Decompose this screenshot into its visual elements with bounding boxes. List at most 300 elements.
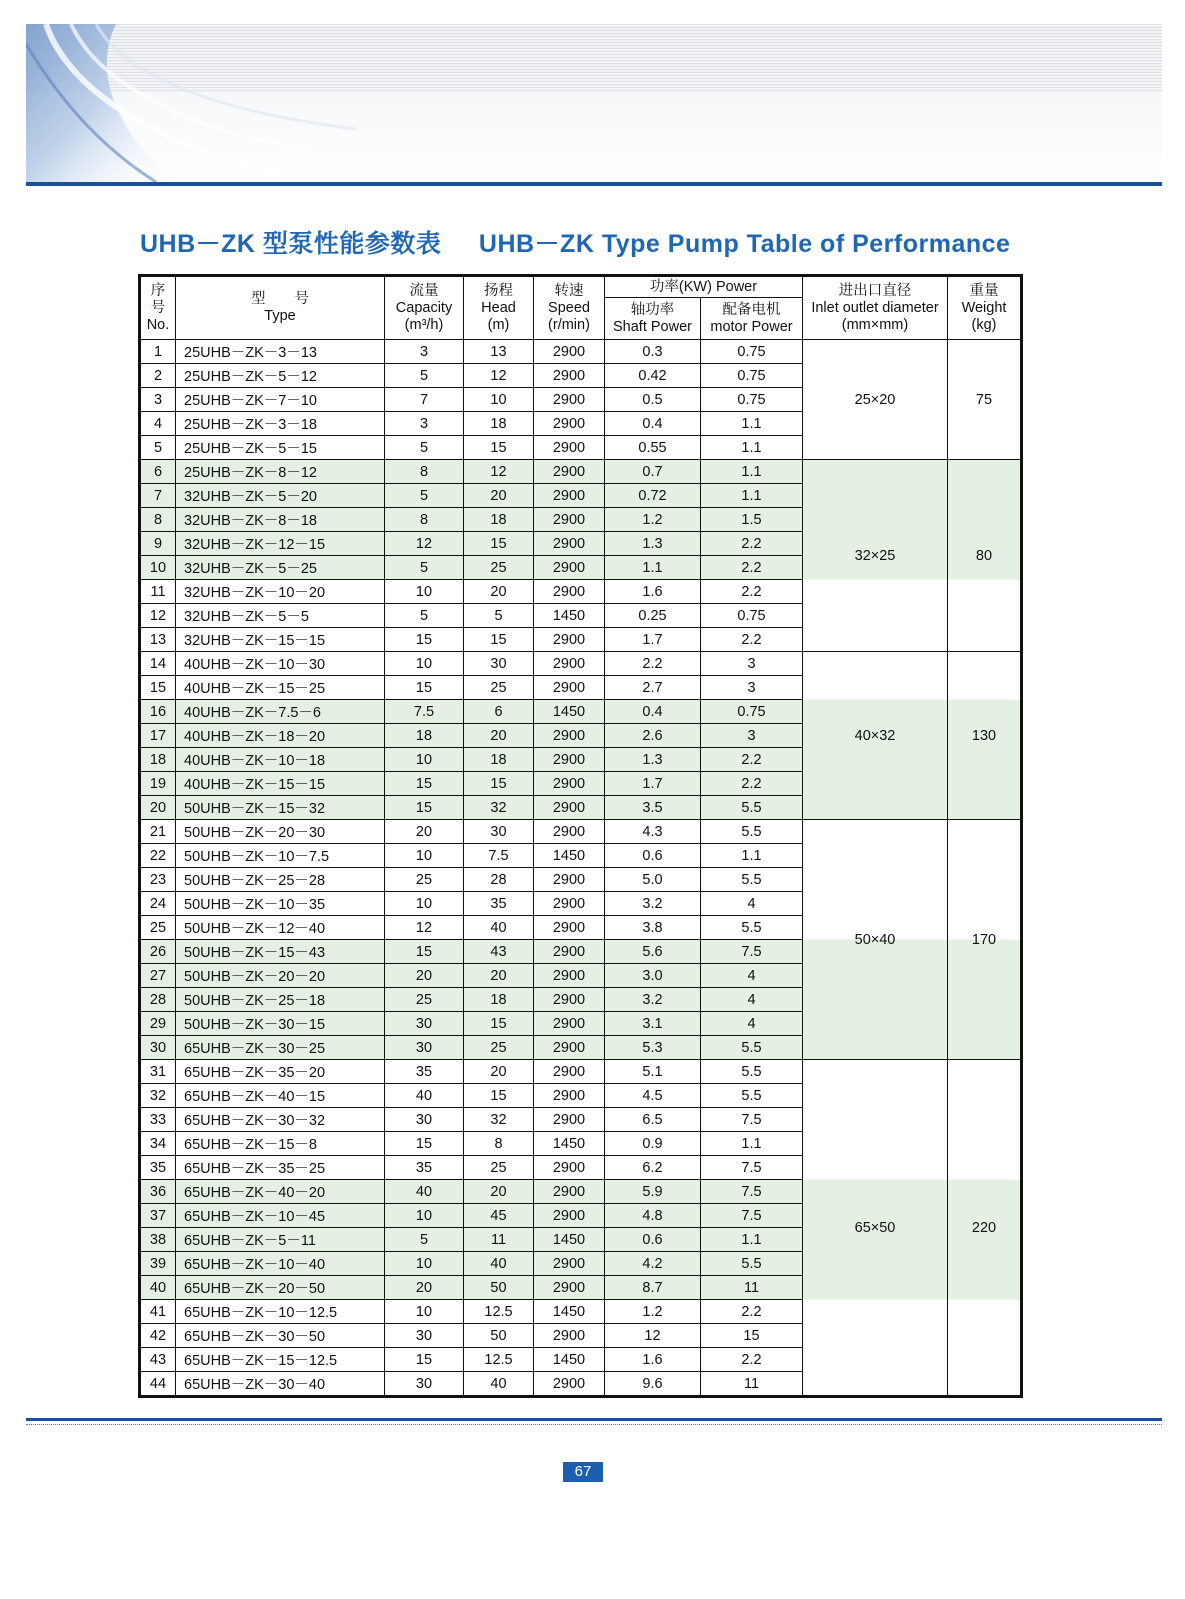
cell-head: 8 <box>464 1132 534 1156</box>
cell-type: 40UHB－ZK－18－20 <box>176 724 385 748</box>
cell-type: 40UHB－ZK－10－30 <box>176 652 385 676</box>
cell-head: 10 <box>464 388 534 412</box>
cell-head: 40 <box>464 1252 534 1276</box>
cell-speed: 2900 <box>534 1180 605 1204</box>
cell-motor-power: 3 <box>701 724 803 748</box>
cell-capacity: 10 <box>385 652 464 676</box>
cell-capacity: 5 <box>385 556 464 580</box>
cell-speed: 2900 <box>534 580 605 604</box>
cell-diameter-group <box>803 820 948 1060</box>
cell-head: 15 <box>464 1012 534 1036</box>
cell-type: 65UHB－ZK－30－40 <box>176 1372 385 1397</box>
footer-dotted-rule <box>26 1424 1162 1425</box>
cell-head: 25 <box>464 1036 534 1060</box>
cell-motor-power: 7.5 <box>701 1180 803 1204</box>
cell-capacity: 25 <box>385 868 464 892</box>
cell-speed: 2900 <box>534 724 605 748</box>
cell-no: 17 <box>140 724 176 748</box>
cell-type: 50UHB－ZK－25－18 <box>176 988 385 1012</box>
cell-capacity: 10 <box>385 748 464 772</box>
cell-type: 65UHB－ZK－15－12.5 <box>176 1348 385 1372</box>
cell-capacity: 20 <box>385 1276 464 1300</box>
cell-head: 18 <box>464 412 534 436</box>
cell-type: 50UHB－ZK－25－28 <box>176 868 385 892</box>
cell-capacity: 8 <box>385 460 464 484</box>
cell-no: 3 <box>140 388 176 412</box>
cell-no: 32 <box>140 1084 176 1108</box>
cell-shaft-power: 0.7 <box>605 460 701 484</box>
cell-motor-power: 5.5 <box>701 1036 803 1060</box>
table-row <box>140 1060 1022 1084</box>
cell-type: 25UHB－ZK－8－12 <box>176 460 385 484</box>
title-en: UHB－ZK Type Pump Table of Performance <box>478 230 1011 258</box>
cell-motor-power: 5.5 <box>701 1084 803 1108</box>
cell-shaft-power: 1.7 <box>605 628 701 652</box>
cell-head: 28 <box>464 868 534 892</box>
page-title <box>140 224 1040 260</box>
cell-type: 65UHB－ZK－10－45 <box>176 1204 385 1228</box>
cell-shaft-power: 3.2 <box>605 988 701 1012</box>
cell-speed: 2900 <box>534 364 605 388</box>
cell-type: 65UHB－ZK－5－11 <box>176 1228 385 1252</box>
cell-head: 15 <box>464 772 534 796</box>
cell-no: 25 <box>140 916 176 940</box>
cell-shaft-power: 1.1 <box>605 556 701 580</box>
diameter-value: 32×25 <box>854 547 896 564</box>
cell-capacity: 3 <box>385 340 464 364</box>
cell-head: 32 <box>464 796 534 820</box>
cell-no: 8 <box>140 508 176 532</box>
cell-type: 32UHB－ZK－15－15 <box>176 628 385 652</box>
cell-head: 15 <box>464 628 534 652</box>
cell-speed: 2900 <box>534 652 605 676</box>
cell-diameter-group <box>803 1060 948 1397</box>
cell-shaft-power: 1.3 <box>605 532 701 556</box>
cell-motor-power: 1.1 <box>701 484 803 508</box>
cell-motor-power: 0.75 <box>701 340 803 364</box>
cell-speed: 1450 <box>534 1348 605 1372</box>
cell-head: 40 <box>464 916 534 940</box>
weight-value: 75 <box>975 391 993 408</box>
cell-motor-power: 1.1 <box>701 1132 803 1156</box>
weight-value: 130 <box>971 727 997 744</box>
cell-no: 2 <box>140 364 176 388</box>
cell-shaft-power: 3.0 <box>605 964 701 988</box>
cell-head: 25 <box>464 1156 534 1180</box>
cell-no: 35 <box>140 1156 176 1180</box>
cell-shaft-power: 1.6 <box>605 1348 701 1372</box>
cell-speed: 2900 <box>534 748 605 772</box>
cell-type: 40UHB－ZK－15－25 <box>176 676 385 700</box>
cell-speed: 2900 <box>534 508 605 532</box>
cell-shaft-power: 0.5 <box>605 388 701 412</box>
cell-head: 30 <box>464 820 534 844</box>
cell-shaft-power: 5.9 <box>605 1180 701 1204</box>
cell-type: 25UHB－ZK－3－13 <box>176 340 385 364</box>
cell-no: 9 <box>140 532 176 556</box>
cell-capacity: 30 <box>385 1012 464 1036</box>
cell-weight-group <box>948 820 1022 1060</box>
table-row <box>140 820 1022 844</box>
cell-type: 50UHB－ZK－10－7.5 <box>176 844 385 868</box>
cell-speed: 2900 <box>534 1108 605 1132</box>
cell-head: 15 <box>464 1084 534 1108</box>
cell-capacity: 15 <box>385 772 464 796</box>
cell-motor-power: 3 <box>701 652 803 676</box>
cell-motor-power: 5.5 <box>701 868 803 892</box>
cell-capacity: 8 <box>385 508 464 532</box>
cell-motor-power: 2.2 <box>701 532 803 556</box>
cell-head: 20 <box>464 724 534 748</box>
cell-head: 20 <box>464 484 534 508</box>
cell-speed: 1450 <box>534 844 605 868</box>
cell-capacity: 5 <box>385 484 464 508</box>
cell-head: 12.5 <box>464 1300 534 1324</box>
cell-shaft-power: 4.5 <box>605 1084 701 1108</box>
cell-type: 65UHB－ZK－20－50 <box>176 1276 385 1300</box>
cell-shaft-power: 0.55 <box>605 436 701 460</box>
cell-no: 14 <box>140 652 176 676</box>
table-body <box>140 340 1022 1397</box>
header-speed: 转速 Speed (r/min) <box>534 276 605 340</box>
cell-type: 65UHB－ZK－35－20 <box>176 1060 385 1084</box>
cell-speed: 2900 <box>534 556 605 580</box>
cell-speed: 2900 <box>534 940 605 964</box>
cell-head: 15 <box>464 436 534 460</box>
cell-motor-power: 15 <box>701 1324 803 1348</box>
cell-shaft-power: 0.72 <box>605 484 701 508</box>
cell-no: 12 <box>140 604 176 628</box>
cell-motor-power: 0.75 <box>701 604 803 628</box>
cell-capacity: 40 <box>385 1180 464 1204</box>
cell-shaft-power: 3.1 <box>605 1012 701 1036</box>
cell-head: 32 <box>464 1108 534 1132</box>
cell-type: 50UHB－ZK－15－32 <box>176 796 385 820</box>
cell-capacity: 35 <box>385 1156 464 1180</box>
cell-no: 7 <box>140 484 176 508</box>
cell-head: 20 <box>464 1180 534 1204</box>
cell-shaft-power: 4.2 <box>605 1252 701 1276</box>
cell-speed: 2900 <box>534 1276 605 1300</box>
cell-shaft-power: 2.2 <box>605 652 701 676</box>
weight-value: 220 <box>971 1219 997 1236</box>
cell-motor-power: 1.1 <box>701 1228 803 1252</box>
cell-capacity: 15 <box>385 1348 464 1372</box>
cell-shaft-power: 0.42 <box>605 364 701 388</box>
cell-capacity: 10 <box>385 1300 464 1324</box>
cell-type: 65UHB－ZK－30－50 <box>176 1324 385 1348</box>
cell-shaft-power: 5.1 <box>605 1060 701 1084</box>
cell-speed: 1450 <box>534 1132 605 1156</box>
cell-capacity: 7.5 <box>385 700 464 724</box>
cell-shaft-power: 1.7 <box>605 772 701 796</box>
cell-type: 65UHB－ZK－40－15 <box>176 1084 385 1108</box>
cell-type: 25UHB－ZK－3－18 <box>176 412 385 436</box>
cell-capacity: 10 <box>385 1204 464 1228</box>
cell-capacity: 5 <box>385 364 464 388</box>
cell-no: 4 <box>140 412 176 436</box>
performance-table <box>138 274 1023 1398</box>
cell-shaft-power: 1.2 <box>605 508 701 532</box>
cell-no: 20 <box>140 796 176 820</box>
cell-speed: 2900 <box>534 1036 605 1060</box>
cell-shaft-power: 5.6 <box>605 940 701 964</box>
cell-speed: 2900 <box>534 628 605 652</box>
cell-no: 13 <box>140 628 176 652</box>
cell-speed: 1450 <box>534 700 605 724</box>
cell-motor-power: 5.5 <box>701 1060 803 1084</box>
cell-head: 25 <box>464 676 534 700</box>
cell-motor-power: 0.75 <box>701 700 803 724</box>
weight-value: 170 <box>971 931 997 948</box>
cell-shaft-power: 6.2 <box>605 1156 701 1180</box>
cell-motor-power: 7.5 <box>701 1156 803 1180</box>
cell-no: 22 <box>140 844 176 868</box>
header-power-group: 功率(KW) Power <box>605 276 803 298</box>
cell-speed: 2900 <box>534 1252 605 1276</box>
cell-speed: 2900 <box>534 988 605 1012</box>
cell-capacity: 30 <box>385 1108 464 1132</box>
cell-shaft-power: 4.3 <box>605 820 701 844</box>
cell-motor-power: 1.1 <box>701 460 803 484</box>
cell-type: 32UHB－ZK－10－20 <box>176 580 385 604</box>
cell-type: 25UHB－ZK－7－10 <box>176 388 385 412</box>
cell-no: 31 <box>140 1060 176 1084</box>
cell-no: 21 <box>140 820 176 844</box>
cell-head: 12.5 <box>464 1348 534 1372</box>
cell-speed: 2900 <box>534 772 605 796</box>
cell-type: 65UHB－ZK－40－20 <box>176 1180 385 1204</box>
cell-no: 43 <box>140 1348 176 1372</box>
cell-speed: 2900 <box>534 964 605 988</box>
cell-motor-power: 2.2 <box>701 628 803 652</box>
cell-speed: 2900 <box>534 1084 605 1108</box>
diameter-value: 40×32 <box>854 727 896 744</box>
cell-capacity: 30 <box>385 1036 464 1060</box>
cell-no: 28 <box>140 988 176 1012</box>
cell-head: 25 <box>464 556 534 580</box>
cell-speed: 2900 <box>534 388 605 412</box>
cell-capacity: 3 <box>385 412 464 436</box>
cell-capacity: 5 <box>385 1228 464 1252</box>
cell-shaft-power: 8.7 <box>605 1276 701 1300</box>
cell-type: 50UHB－ZK－15－43 <box>176 940 385 964</box>
cell-shaft-power: 5.0 <box>605 868 701 892</box>
cell-capacity: 5 <box>385 436 464 460</box>
cell-shaft-power: 6.5 <box>605 1108 701 1132</box>
weight-value: 80 <box>975 547 993 564</box>
cell-motor-power: 3 <box>701 676 803 700</box>
cell-shaft-power: 9.6 <box>605 1372 701 1397</box>
cell-motor-power: 2.2 <box>701 556 803 580</box>
header-no: 序 号 No. <box>140 276 176 340</box>
cell-head: 20 <box>464 1060 534 1084</box>
cell-type: 50UHB－ZK－30－15 <box>176 1012 385 1036</box>
cell-no: 27 <box>140 964 176 988</box>
cell-type: 50UHB－ZK－12－40 <box>176 916 385 940</box>
diameter-value: 65×50 <box>854 1219 896 1236</box>
header-type: 型 号 Type <box>176 276 385 340</box>
cell-type: 40UHB－ZK－15－15 <box>176 772 385 796</box>
cell-speed: 2900 <box>534 484 605 508</box>
cell-motor-power: 2.2 <box>701 1300 803 1324</box>
cell-head: 20 <box>464 580 534 604</box>
cell-weight-group <box>948 340 1022 460</box>
cell-capacity: 15 <box>385 1132 464 1156</box>
cell-speed: 2900 <box>534 676 605 700</box>
cell-weight-group <box>948 652 1022 820</box>
cell-speed: 2900 <box>534 436 605 460</box>
title-cn: UHB－ZK 型泵性能参数表 <box>140 230 442 258</box>
cell-capacity: 12 <box>385 532 464 556</box>
cell-shaft-power: 3.8 <box>605 916 701 940</box>
cell-head: 5 <box>464 604 534 628</box>
cell-motor-power: 5.5 <box>701 796 803 820</box>
cell-type: 25UHB－ZK－5－12 <box>176 364 385 388</box>
cell-no: 11 <box>140 580 176 604</box>
cell-speed: 2900 <box>534 868 605 892</box>
header-banner <box>26 24 1162 182</box>
cell-capacity: 7 <box>385 388 464 412</box>
cell-no: 39 <box>140 1252 176 1276</box>
cell-no: 23 <box>140 868 176 892</box>
cell-speed: 2900 <box>534 1060 605 1084</box>
cell-motor-power: 5.5 <box>701 1252 803 1276</box>
cell-motor-power: 1.1 <box>701 436 803 460</box>
cell-shaft-power: 5.3 <box>605 1036 701 1060</box>
cell-speed: 2900 <box>534 916 605 940</box>
cell-no: 10 <box>140 556 176 580</box>
cell-head: 15 <box>464 532 534 556</box>
cell-no: 5 <box>140 436 176 460</box>
cell-shaft-power: 2.6 <box>605 724 701 748</box>
cell-shaft-power: 0.25 <box>605 604 701 628</box>
cell-speed: 2900 <box>534 412 605 436</box>
cell-no: 38 <box>140 1228 176 1252</box>
cell-shaft-power: 1.2 <box>605 1300 701 1324</box>
cell-no: 15 <box>140 676 176 700</box>
cell-motor-power: 7.5 <box>701 940 803 964</box>
cell-type: 65UHB－ZK－15－8 <box>176 1132 385 1156</box>
banner-swoosh-graphic <box>26 24 366 182</box>
cell-capacity: 10 <box>385 892 464 916</box>
cell-capacity: 15 <box>385 676 464 700</box>
header-rule <box>26 182 1162 186</box>
cell-no: 26 <box>140 940 176 964</box>
cell-motor-power: 0.75 <box>701 364 803 388</box>
cell-motor-power: 11 <box>701 1276 803 1300</box>
cell-shaft-power: 0.3 <box>605 340 701 364</box>
cell-capacity: 15 <box>385 628 464 652</box>
cell-speed: 2900 <box>534 820 605 844</box>
cell-type: 40UHB－ZK－7.5－6 <box>176 700 385 724</box>
cell-no: 29 <box>140 1012 176 1036</box>
cell-capacity: 20 <box>385 820 464 844</box>
cell-shaft-power: 0.6 <box>605 844 701 868</box>
header-capacity: 流量 Capacity (m³/h) <box>385 276 464 340</box>
cell-type: 32UHB－ZK－5－20 <box>176 484 385 508</box>
cell-capacity: 10 <box>385 580 464 604</box>
cell-head: 18 <box>464 508 534 532</box>
cell-head: 11 <box>464 1228 534 1252</box>
cell-type: 65UHB－ZK－30－25 <box>176 1036 385 1060</box>
cell-capacity: 12 <box>385 916 464 940</box>
footer-rule <box>26 1418 1162 1421</box>
cell-motor-power: 2.2 <box>701 748 803 772</box>
cell-head: 40 <box>464 1372 534 1397</box>
cell-motor-power: 1.1 <box>701 844 803 868</box>
cell-speed: 2900 <box>534 1204 605 1228</box>
cell-type: 50UHB－ZK－10－35 <box>176 892 385 916</box>
cell-no: 33 <box>140 1108 176 1132</box>
cell-speed: 2900 <box>534 532 605 556</box>
cell-head: 30 <box>464 652 534 676</box>
cell-no: 36 <box>140 1180 176 1204</box>
cell-head: 20 <box>464 964 534 988</box>
header-diameter: 进出口直径 Inlet outlet diameter (mm×mm) <box>803 276 948 340</box>
cell-shaft-power: 1.3 <box>605 748 701 772</box>
cell-no: 42 <box>140 1324 176 1348</box>
cell-head: 50 <box>464 1324 534 1348</box>
table-row <box>140 460 1022 484</box>
cell-capacity: 5 <box>385 604 464 628</box>
cell-shaft-power: 3.2 <box>605 892 701 916</box>
cell-type: 32UHB－ZK－8－18 <box>176 508 385 532</box>
cell-weight-group <box>948 1060 1022 1397</box>
cell-no: 1 <box>140 340 176 364</box>
cell-no: 24 <box>140 892 176 916</box>
cell-speed: 1450 <box>534 1228 605 1252</box>
diameter-value: 25×20 <box>854 391 896 408</box>
cell-type: 32UHB－ZK－12－15 <box>176 532 385 556</box>
diameter-value: 50×40 <box>854 931 896 948</box>
cell-motor-power: 1.5 <box>701 508 803 532</box>
cell-head: 50 <box>464 1276 534 1300</box>
cell-speed: 2900 <box>534 460 605 484</box>
cell-motor-power: 4 <box>701 1012 803 1036</box>
cell-head: 13 <box>464 340 534 364</box>
cell-type: 65UHB－ZK－35－25 <box>176 1156 385 1180</box>
cell-motor-power: 2.2 <box>701 772 803 796</box>
cell-motor-power: 7.5 <box>701 1108 803 1132</box>
cell-capacity: 18 <box>385 724 464 748</box>
cell-diameter-group <box>803 460 948 652</box>
cell-type: 65UHB－ZK－10－12.5 <box>176 1300 385 1324</box>
cell-motor-power: 5.5 <box>701 916 803 940</box>
cell-no: 44 <box>140 1372 176 1397</box>
table-row <box>140 652 1022 676</box>
cell-speed: 2900 <box>534 1156 605 1180</box>
cell-type: 65UHB－ZK－10－40 <box>176 1252 385 1276</box>
cell-shaft-power: 4.8 <box>605 1204 701 1228</box>
cell-weight-group <box>948 460 1022 652</box>
header-motor-power: 配备电机 motor Power <box>701 298 803 340</box>
cell-motor-power: 2.2 <box>701 1348 803 1372</box>
cell-speed: 2900 <box>534 1372 605 1397</box>
cell-speed: 2900 <box>534 892 605 916</box>
cell-no: 6 <box>140 460 176 484</box>
cell-motor-power: 5.5 <box>701 820 803 844</box>
cell-no: 19 <box>140 772 176 796</box>
cell-type: 50UHB－ZK－20－30 <box>176 820 385 844</box>
cell-capacity: 25 <box>385 988 464 1012</box>
cell-speed: 2900 <box>534 1012 605 1036</box>
cell-no: 41 <box>140 1300 176 1324</box>
cell-type: 32UHB－ZK－5－25 <box>176 556 385 580</box>
cell-capacity: 30 <box>385 1324 464 1348</box>
cell-speed: 1450 <box>534 1300 605 1324</box>
cell-speed: 2900 <box>534 1324 605 1348</box>
